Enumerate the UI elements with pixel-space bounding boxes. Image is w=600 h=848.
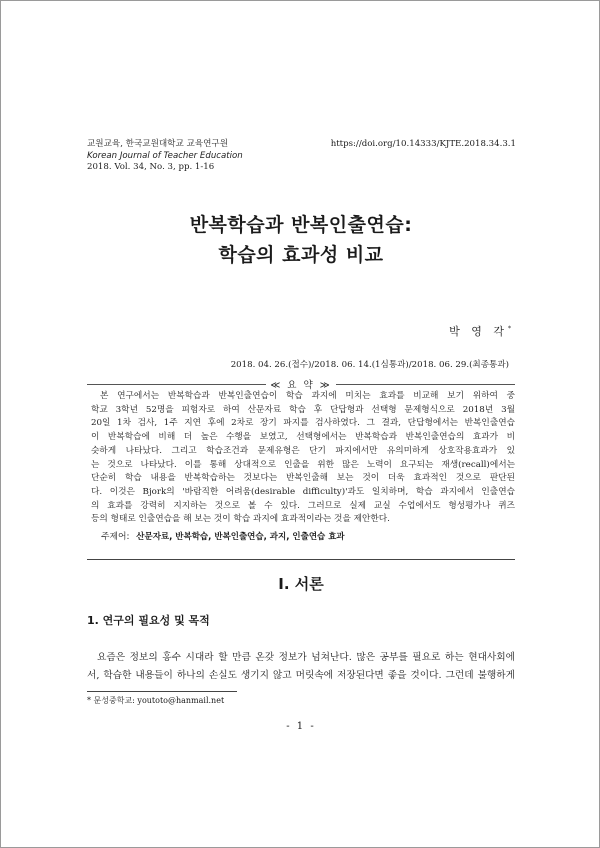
body-line: 서, 학습한 내용들이 하나의 손실도 생기지 않고 머릿속에 저장된다면 좋을 것이다. 그런데 불행하게 — [87, 670, 515, 681]
footnote-divider — [87, 691, 237, 692]
author-name — [449, 323, 511, 339]
summary-heading — [87, 377, 515, 391]
abstract-line: 등의 형태로 인출연습을 해 보는 것이 학습 과지에 효과적이라는 것을 제안한다. — [91, 514, 390, 525]
section-title: Ⅰ. 서론 — [278, 575, 324, 593]
institute-name: 교원교육, 한국교원대학교 교육연구원 — [87, 139, 229, 149]
abstract-line: 슷하게 나타났다. 그리고 학습조건과 문제유형은 단기 파지에서만 유의미하게 상호작용효과가 있 — [91, 445, 515, 456]
paper-title-line-1: 반복학습과 반복인출연습: — [189, 214, 413, 236]
body-paragraph — [87, 649, 515, 685]
author-name-text: 박 영 각 — [449, 325, 508, 338]
body-line: 요즘은 정보의 홍수 시대라 할 만큼 온갖 정보가 넘쳐난다. 많은 공부를 필요로 하는 현대사회에 — [97, 652, 515, 663]
summary-rule-left — [87, 384, 266, 385]
abstract-line: 이 반복학습에 비해 더 높은 수행을 보였고, 선택형에서는 반복학습과 반복인출연습의 효과가 비 — [91, 432, 515, 443]
abstract-line: 단순히 학습 내용을 반복학습하는 것보다는 반복인출해 보는 것이 더욱 효과적인 것으로 판단된 — [91, 473, 515, 484]
author-footnote-mark: * — [508, 325, 511, 333]
volume-info: 2018. Vol. 34, No. 3, pp. 1-16 — [87, 162, 215, 172]
section-divider — [87, 559, 515, 560]
subsection-title: 1. 연구의 필요성 및 목적 — [87, 614, 210, 627]
doi-link[interactable]: https://doi.org/10.14333/KJTE.2018.34.3.1 — [330, 139, 516, 149]
abstract-text — [91, 390, 515, 527]
abstract-line: 다. 이것은 Bjork의 '바람직한 어려움(desirable difficulty)'과도 일치하며, 학습 과지에서 인출연습 — [91, 486, 515, 497]
author-footnote: * 문성중학교: youtoto@hanmail.net — [87, 696, 225, 705]
abstract-line: 는 것으로 나타났다. 이를 통해 상대적으로 인출을 위한 많은 노력이 요구되는 재생(recall)에서는 — [91, 459, 515, 470]
keywords-list: 산문자료, 반복학습, 반복인출연습, 과지, 인출연습 효과 — [136, 532, 345, 542]
keywords — [101, 529, 345, 542]
journal-header — [87, 139, 243, 174]
page-number: - 1 - — [286, 721, 316, 732]
paper-title-line-2: 학습의 효과성 비교 — [218, 244, 384, 266]
abstract-line: 의 효과를 강력히 지지하는 것으로 볼 수 있다. 그러므로 실제 교실 수업에서도 형성평가나 퀴즈 — [91, 500, 515, 511]
summary-rule-right — [336, 384, 515, 385]
submission-dates: 2018. 04. 26.(접수)/2018. 06. 14.(1심통과)/2018. 06. 29.(최종통과) — [230, 360, 509, 370]
abstract-line: 20일 1차 검사, 1주 지연 후에 2차로 장기 파지를 검사하였다. 그 결과, 단답형에서는 반복인출연습 — [91, 418, 515, 429]
journal-english-title: Korean Journal of Teacher Education — [87, 150, 243, 161]
summary-label: ≪ 요 약 ≫ — [270, 380, 332, 391]
keywords-label: 주제어: — [101, 532, 130, 542]
abstract-line: 본 연구에서는 반복학습과 반복인출연습이 학습 과지에 미치는 효과를 비교해 보기 위하여 중 — [100, 391, 515, 401]
abstract-line: 학교 3학년 52명을 피험자로 하여 산문자료 학습 후 단답형과 선택형 문제형식으로 2018년 3월 — [91, 404, 515, 415]
